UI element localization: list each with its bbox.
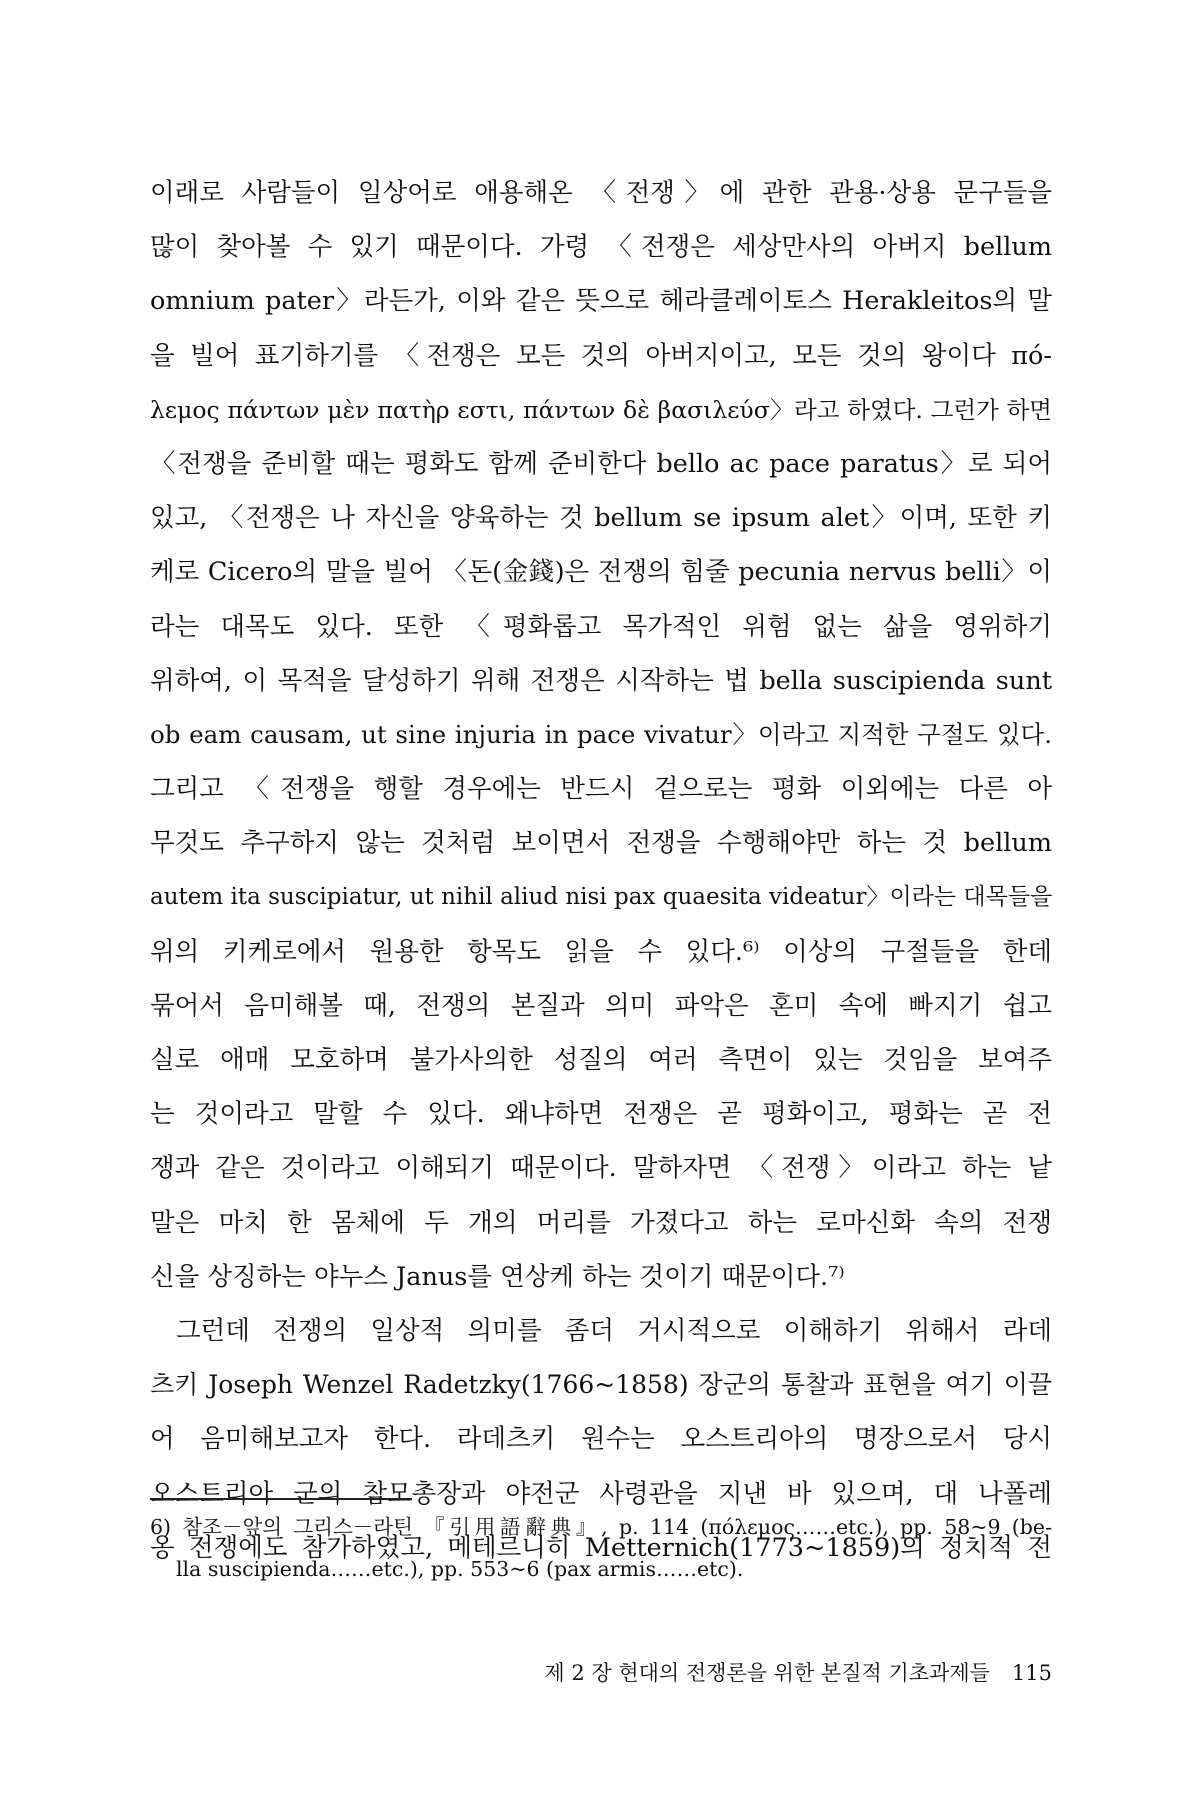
running-footer: [420, 1653, 1052, 1693]
text-line: 는 것이라고 말할 수 있다. 왜냐하면 전쟁은 곧 평화이고, 평화는 곧 전: [150, 1099, 1052, 1130]
body-text: [150, 166, 1052, 1575]
footnotes: [150, 1506, 1052, 1590]
text-line: 있고, 〈전쟁은 나 자신을 양육하는 것 bellum se ipsum alet〉이며, 또한 키: [150, 503, 1052, 534]
text-line: autem ita suscipiatur, ut nihil aliud nisi pax quaesita videatur〉이라는 대목들을: [150, 884, 1053, 911]
footnote-line: 6) 참조－앞의 그리스－라틴 『引用語辭典』, p. 114 (πόλεμος……etc.), pp. 58~9 (be-: [150, 1515, 1052, 1539]
text-line: 오스트리아 군의 참모총장과 야전군 사령관을 지낸 바 있으며, 대 나폴레: [150, 1478, 1052, 1509]
page-number: 115: [1011, 1661, 1052, 1685]
text-line: 〈전쟁을 준비할 때는 평화도 함께 준비한다 bello ac pace paratus〉로 되어: [150, 448, 1052, 479]
text-line: 어 음미해보고자 한다. 라데츠키 원수는 오스트리아의 명장으로서 당시: [150, 1424, 1052, 1455]
footnote-divider: [150, 1498, 412, 1500]
footnote-line: lla suscipienda……etc.), pp. 553~6 (pax armis……etc).: [176, 1557, 744, 1581]
paragraph-start-line: 그런데 전쟁의 일상적 의미를 좀더 거시적으로 이해하기 위해서 라데: [176, 1315, 1052, 1346]
text-line: 쟁과 같은 것이라고 이해되기 때문이다. 말하자면 〈전쟁〉이라고 하는 낱: [150, 1153, 1052, 1184]
chapter-title: 제 2 장 현대의 전쟁론을 위한 본질적 기초과제들: [544, 1661, 990, 1685]
text-line: 츠키 Joseph Wenzel Radetzky(1766~1858) 장군의 통찰과 표현을 여기 이끌: [150, 1370, 1052, 1400]
text-line: 케로 Cicero의 말을 빌어 〈돈(金錢)은 전쟁의 힘줄 pecunia nervus belli〉이: [150, 557, 1052, 588]
text-line: 묶어서 음미해볼 때, 전쟁의 본질과 의미 파악은 혼미 속에 빠지기 쉽고: [150, 990, 1052, 1021]
text-line: omnium pater〉라든가, 이와 같은 뜻으로 헤라클레이토스 Herakleitos의 말: [150, 286, 1052, 317]
text-line: 무것도 추구하지 않는 것처럼 보이면서 전쟁을 수행해야만 하는 것 bellum: [150, 828, 1052, 859]
text-line: 실로 애매 모호하며 불가사의한 성질의 여러 측면이 있는 것임을 보여주: [150, 1045, 1052, 1075]
text-line: 많이 찾아볼 수 있기 때문이다. 가령 〈전쟁은 세상만사의 아버지 bellum: [150, 232, 1052, 263]
text-line: 이래로 사람들이 일상어로 애용해온 〈전쟁〉에 관한 관용·상용 문구들을: [150, 178, 1052, 208]
text-line: 라는 대목도 있다. 또한 〈평화롭고 목가적인 위험 없는 삶을 영위하기: [150, 611, 1052, 642]
text-line: 신을 상징하는 야누스 Janus를 연상케 하는 것이기 때문이다.⁷⁾: [150, 1261, 845, 1292]
text-line: 그리고 〈전쟁을 행할 경우에는 반드시 겉으로는 평화 이외에는 다른 아: [150, 774, 1052, 805]
text-line: 옹 전쟁에도 참가하였고, 메테르니히 Metternich(1773~1859)의 정치적 전: [150, 1532, 1052, 1563]
text-line: ob eam causam, ut sine injuria in pace vivatur〉이라고 지적한 구절도 있다.: [150, 719, 1052, 749]
text-line: 을 빌어 표기하기를 〈전쟁은 모든 것의 아버지이고, 모든 것의 왕이다 πό-: [150, 340, 1052, 371]
text-line: 위의 키케로에서 원용한 항목도 읽을 수 있다.⁶⁾ 이상의 구절들을 한데: [150, 936, 1052, 967]
text-line: λεμος πάντων μὲν πατὴρ εστι, πάντων δὲ βασιλεύσ〉라고 하였다. 그런가 하면: [150, 395, 1052, 424]
text-line: 위하여, 이 목적을 달성하기 위해 전쟁은 시작하는 법 bella suscipienda sunt: [150, 665, 1052, 696]
text-line: 말은 마치 한 몸체에 두 개의 머리를 가졌다고 하는 로마신화 속의 전쟁: [150, 1207, 1052, 1238]
